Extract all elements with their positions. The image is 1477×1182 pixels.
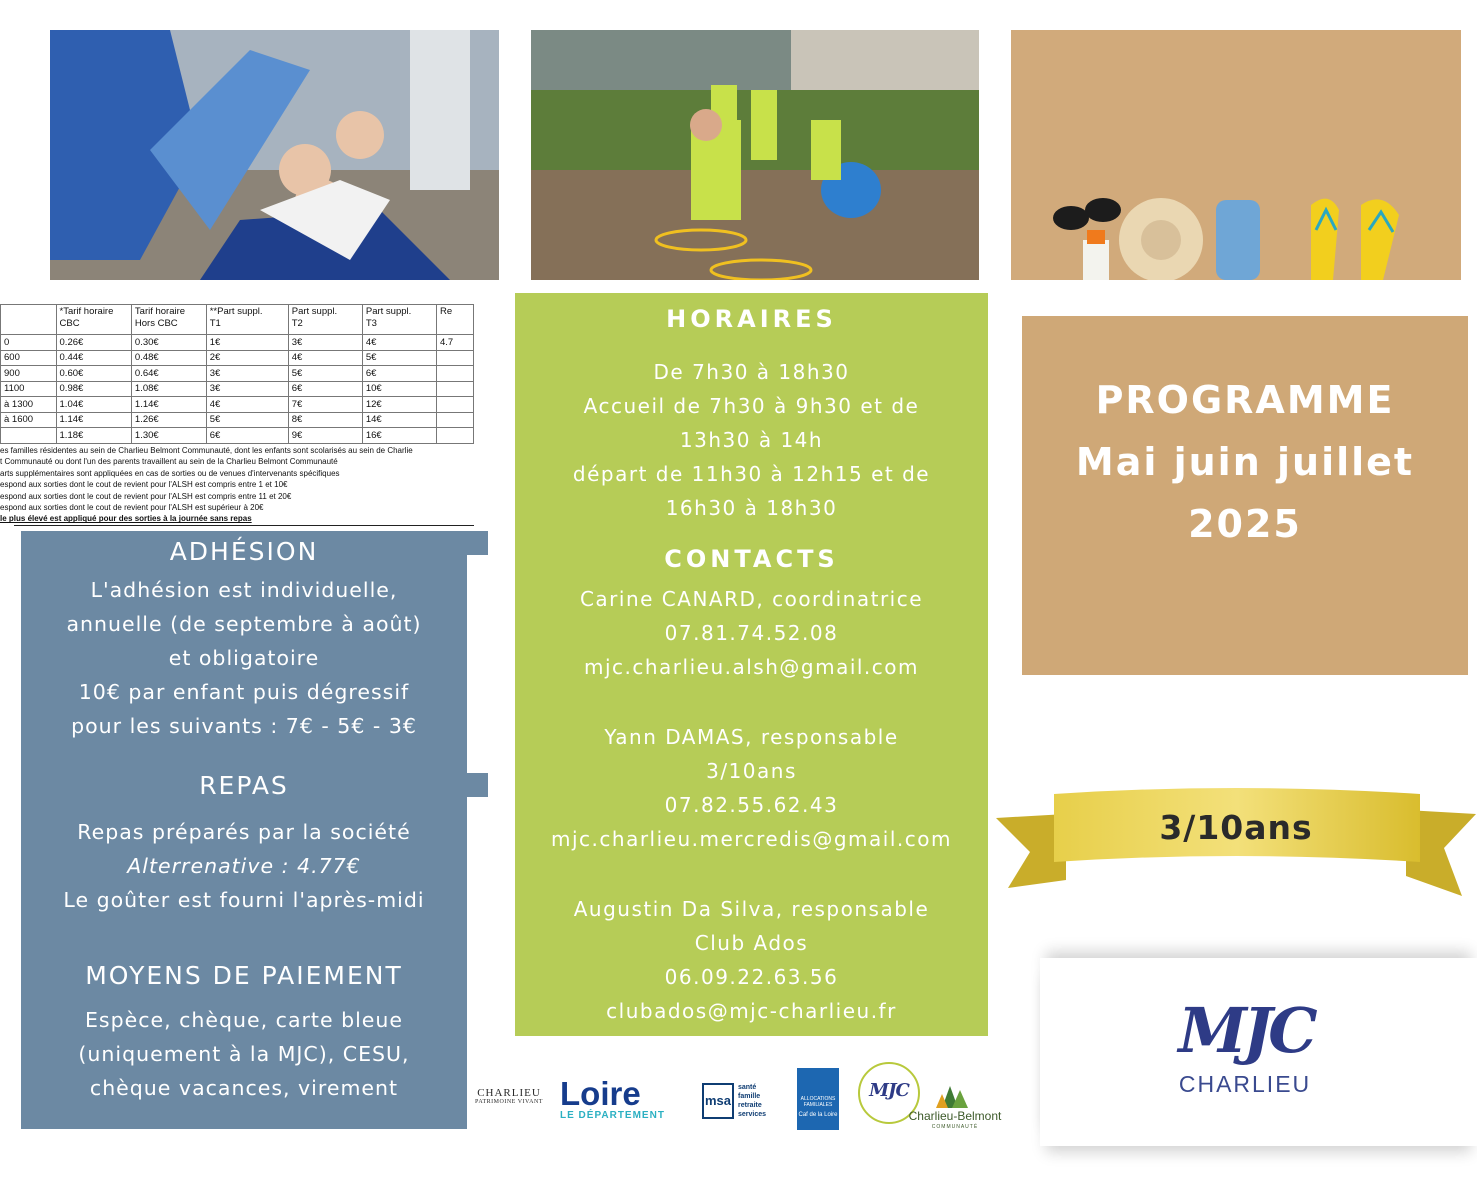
text-line: Le goûter est fourni l'après-midi (63, 888, 425, 912)
mjc-card (1040, 958, 1477, 1146)
table-cell: 8€ (288, 412, 362, 428)
mjc-logo: MJC (1178, 994, 1314, 1067)
contact-name: Carine CANARD, coordinatrice (579, 587, 924, 611)
photo-kids-slide (50, 30, 499, 280)
table-cell: 1.26€ (131, 412, 206, 428)
table-cell: 1100 (1, 381, 57, 397)
programme-period: Mai juin juillet (1075, 440, 1415, 484)
table-cell (436, 428, 473, 444)
text-line: 16h30 à 18h30 (665, 496, 838, 520)
horaires-text (515, 355, 988, 525)
table-cell: 0.98€ (56, 381, 131, 397)
table-cell: 1.08€ (131, 381, 206, 397)
tariff-note: le plus élevé est appliqué pour des sorties à la journée sans repas (0, 514, 252, 524)
table-cell: 10€ (362, 381, 436, 397)
contact-yann (515, 720, 988, 856)
logo-line: services (738, 1111, 767, 1118)
contact-email[interactable]: mjc.charlieu.alsh@gmail.com (583, 655, 920, 679)
table-cell: 1.04€ (56, 397, 131, 413)
table-header-cell: Part suppl. T2 (288, 305, 362, 335)
table-row (1, 381, 474, 397)
tariff-note: arts supplémentaires sont appliquées en cas de sorties ou de venues d'intervenants spécifiques (0, 468, 340, 478)
logo-tagline: PATRIMOINE VIVANT (475, 1099, 543, 1105)
text-line: et obligatoire (168, 646, 320, 670)
divider (14, 525, 474, 526)
ribbon-label: 3/10ans (1159, 808, 1313, 847)
table-cell: 4€ (288, 350, 362, 366)
table-cell: 1.14€ (56, 412, 131, 428)
info-panel-left (21, 531, 467, 1129)
table-header-cell: Tarif horaire Hors CBC (131, 305, 206, 335)
text-line: chèque vacances, virement (89, 1076, 399, 1100)
table-cell: 6€ (206, 428, 288, 444)
tariff-note: es familles résidentes au sein de Charlieu Belmont Communauté, dont les enfants sont scolarisés au sein de Charlie (0, 446, 413, 455)
table-cell: à 1600 (1, 412, 57, 428)
text-line: (uniquement à la MJC), CESU, (78, 1042, 410, 1066)
logo-text: Charlieu-Belmont (908, 1109, 1002, 1123)
table-cell: 6€ (288, 381, 362, 397)
table-cell (436, 350, 473, 366)
table-cell: 0.44€ (56, 350, 131, 366)
table-cell: 4€ (206, 397, 288, 413)
table-cell (436, 366, 473, 382)
tariff-notes (0, 445, 474, 525)
table-cell: 1.18€ (56, 428, 131, 444)
logo-caf (797, 1068, 839, 1130)
info-panel-middle (515, 293, 988, 1036)
logo-text: ALLOCATIONS FAMILIALES (800, 1096, 836, 1108)
logo-text: msa (702, 1083, 734, 1119)
logo-tagline: LE DÉPARTEMENT (560, 1110, 665, 1121)
programme-box (1022, 316, 1468, 675)
table-cell: 5€ (288, 366, 362, 382)
logo-line: santé (738, 1084, 757, 1091)
table-cell (436, 381, 473, 397)
photo-beach-items (1011, 30, 1461, 280)
contact-phone[interactable]: 07.81.74.52.08 (664, 621, 839, 645)
table-cell: 600 (1, 350, 57, 366)
logo-text: MJC (869, 1080, 909, 1101)
table-cell: 7€ (288, 397, 362, 413)
text-line: pour les suivants : 7€ - 5€ - 3€ (71, 714, 417, 738)
table-cell: 3€ (288, 335, 362, 351)
contact-augustin (515, 892, 988, 1028)
table-cell: 16€ (362, 428, 436, 444)
table-cell (436, 397, 473, 413)
table-cell: 4.7 (436, 335, 473, 351)
text-line: L'adhésion est individuelle, (90, 578, 398, 602)
logo-text: Loire (560, 1075, 641, 1112)
tariff-note: espond aux sorties dont le cout de revient pour l'ALSH est supérieur à 20€ (0, 503, 264, 513)
logo-line: retraite (738, 1102, 762, 1109)
table-row (1, 366, 474, 382)
panel-edge (467, 773, 488, 797)
text-line: départ de 11h30 à 12h15 et de (572, 462, 931, 486)
logo-tagline: Caf de la Loire (798, 1112, 838, 1118)
table-cell: 6€ (362, 366, 436, 382)
logo-text: CHARLIEU (477, 1087, 541, 1099)
horaires-title: HORAIRES (666, 305, 837, 333)
text-line: Alterrenative : 4.77€ (127, 854, 361, 878)
paiement-text (21, 1003, 467, 1105)
table-cell: 5€ (362, 350, 436, 366)
repas-text (21, 815, 467, 917)
table-cell: 0.60€ (56, 366, 131, 382)
logo-msa (702, 1083, 778, 1121)
tariff-note: espond aux sorties dont le cout de revient pour l'ALSH est compris entre 11 et 20€ (0, 491, 292, 501)
logo-charlieu (474, 1074, 544, 1114)
table-header-cell: Part suppl. T3 (362, 305, 436, 335)
table-cell: 1.30€ (131, 428, 206, 444)
table-cell: 5€ (206, 412, 288, 428)
table-cell: 9€ (288, 428, 362, 444)
table-cell: 3€ (206, 366, 288, 382)
logo-lines (738, 1083, 766, 1119)
adhesion-text (21, 573, 467, 743)
logo-charlieu-belmont (900, 1082, 1010, 1130)
logo-tagline: COMMUNAUTÉ (931, 1124, 979, 1130)
table-cell: 0.48€ (131, 350, 206, 366)
table-cell: 1.14€ (131, 397, 206, 413)
photo-kids-garden (531, 30, 979, 280)
paiement-title: MOYENS DE PAIEMENT (85, 961, 403, 990)
table-cell (436, 412, 473, 428)
table-row (1, 428, 474, 444)
contact-phone[interactable]: 07.82.55.62.43 (664, 793, 839, 817)
table-cell: 0.64€ (131, 366, 206, 382)
table-header-row (1, 305, 474, 335)
table-row (1, 350, 474, 366)
mjc-subtitle: CHARLIEU (1178, 1071, 1312, 1097)
table-header-cell (1, 305, 57, 335)
table-cell: 900 (1, 366, 57, 382)
table-header-cell: *Tarif horaire CBC (56, 305, 131, 335)
table-row (1, 412, 474, 428)
programme-title: PROGRAMME (1095, 378, 1395, 422)
contact-name: Augustin Da Silva, responsable (573, 897, 930, 921)
contacts-title: CONTACTS (664, 545, 839, 573)
tariff-note: espond aux sorties dont le cout de revient pour l'ALSH est compris entre 1 et 10€ (0, 480, 288, 490)
table-cell: à 1300 (1, 397, 57, 413)
logo-line: famille (738, 1093, 761, 1100)
tariff-table (0, 304, 474, 526)
text-line: Repas préparés par la société (77, 820, 411, 844)
table-row (1, 335, 474, 351)
panel-edge (467, 531, 488, 555)
logo-loire (560, 1075, 676, 1126)
table-row (1, 397, 474, 413)
table-cell: 3€ (206, 381, 288, 397)
contact-email[interactable]: mjc.charlieu.mercredis@gmail.com (551, 827, 952, 851)
text-line: 13h30 à 14h (679, 428, 824, 452)
programme-year: 2025 (1188, 502, 1302, 546)
adhesion-title: ADHÉSION (169, 537, 319, 566)
table-cell (1, 428, 57, 444)
table-cell: 2€ (206, 350, 288, 366)
contact-role: 3/10ans (706, 759, 797, 783)
table-cell: 0.30€ (131, 335, 206, 351)
text-line: 10€ par enfant puis dégressif (78, 680, 410, 704)
table-cell: 4€ (362, 335, 436, 351)
contact-phone[interactable]: 06.09.22.63.56 (664, 965, 839, 989)
table-header-cell: **Part suppl. T1 (206, 305, 288, 335)
text-line: De 7h30 à 18h30 (653, 360, 850, 384)
table-cell: 1€ (206, 335, 288, 351)
text-line: Espèce, chèque, carte bleue (84, 1008, 404, 1032)
table-header-cell: Re (436, 305, 473, 335)
tree-icon (932, 1082, 972, 1108)
contact-role: Club Ados (694, 931, 809, 955)
text-line: annuelle (de septembre à août) (66, 612, 422, 636)
table-cell: 0 (1, 335, 57, 351)
contact-name: Yann DAMAS, responsable (604, 725, 899, 749)
repas-title: REPAS (199, 771, 289, 800)
text-line: Accueil de 7h30 à 9h30 et de (583, 394, 920, 418)
contact-carine (515, 582, 988, 684)
table-cell: 0.26€ (56, 335, 131, 351)
contact-email[interactable]: clubados@mjc-charlieu.fr (606, 999, 897, 1023)
table-cell: 12€ (362, 397, 436, 413)
age-ribbon (996, 788, 1476, 900)
table-cell: 14€ (362, 412, 436, 428)
tariff-note: t Communauté ou dont l'un des parents travaillent au sein de la Charlieu Belmont Communauté (0, 457, 338, 467)
